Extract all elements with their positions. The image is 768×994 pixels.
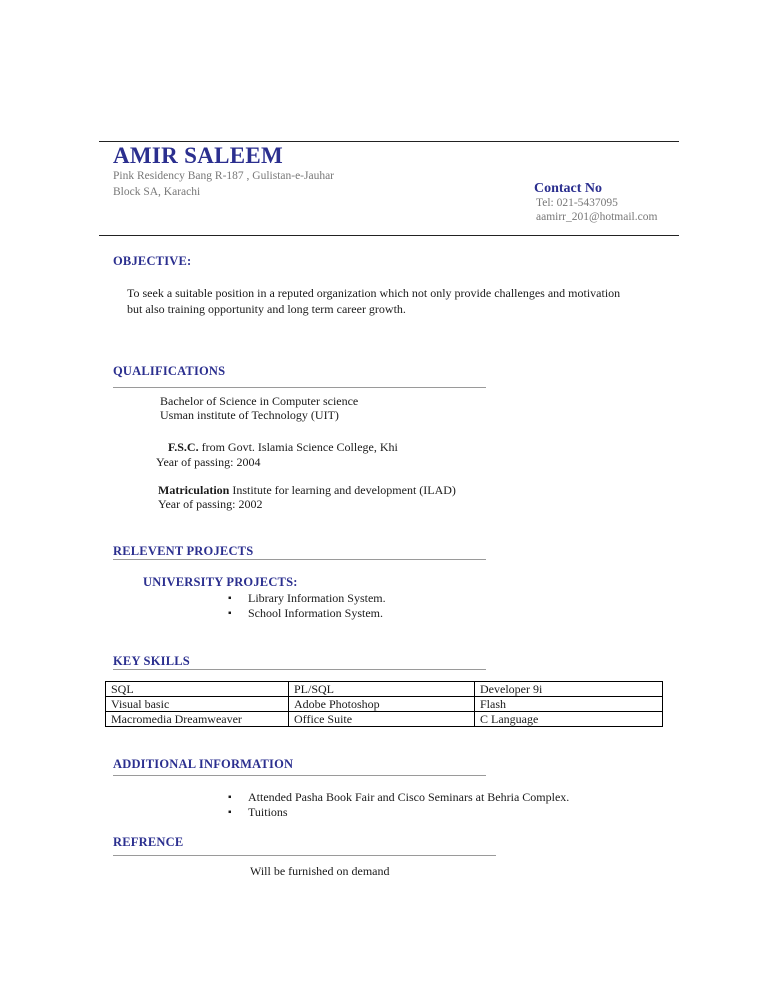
objective-line-2: but also training opportunity and long term career growth. [127, 302, 406, 316]
university-text: Usman institute of Technology (UIT) [160, 408, 339, 422]
table-row [106, 712, 663, 727]
additional-rule [113, 775, 486, 776]
address-line-2: Block SA, Karachi [113, 186, 201, 198]
skills-rule [113, 669, 486, 670]
reference-rule [113, 855, 496, 856]
table-cell: SQL [106, 682, 289, 697]
projects-heading: RELEVENT PROJECTS [113, 544, 254, 558]
university-projects-subheading: UNIVERSITY PROJECTS: [143, 575, 298, 589]
additional-list [228, 790, 569, 820]
fsc-year: Year of passing: 2004 [156, 455, 261, 469]
contact-email[interactable]: aamirr_201@hotmail.com [536, 211, 658, 223]
list-item: ▪ Tuitions [228, 805, 569, 820]
skills-heading: KEY SKILLS [113, 654, 190, 668]
objective-heading: OBJECTIVE: [113, 254, 192, 268]
matric-detail: Institute for learning and development (ILAD) [229, 483, 456, 497]
list-item: ▪ Attended Pasha Book Fair and Cisco Seminars at Behria Complex. [228, 790, 569, 805]
qualifications-heading: QUALIFICATIONS [113, 364, 226, 378]
degree-text: Bachelor of Science in Computer science [160, 394, 359, 408]
table-cell: Adobe Photoshop [289, 697, 475, 712]
contact-title: Contact No [534, 181, 603, 196]
qualifications-rule [113, 387, 486, 388]
fsc-detail: from Govt. Islamia Science College, Khi [198, 440, 398, 454]
reference-text: Will be furnished on demand [250, 864, 390, 878]
header-bottom-rule [99, 235, 679, 236]
additional-heading: ADDITIONAL INFORMATION [113, 757, 294, 771]
header-top-rule [99, 141, 679, 142]
matric-year: Year of passing: 2002 [158, 497, 263, 511]
list-item: ▪ Library Information System. [228, 591, 386, 606]
projects-rule [113, 559, 486, 560]
fsc-label: F.S.C. [168, 440, 199, 454]
projects-list [228, 591, 386, 621]
table-cell: PL/SQL [289, 682, 475, 697]
skills-table [105, 681, 663, 727]
matric-entry [158, 483, 456, 498]
table-cell: Developer 9i [475, 682, 663, 697]
address-line-1: Pink Residency Bang R-187 , Gulistan-e-Jauhar [113, 170, 335, 182]
table-cell: C Language [475, 712, 663, 727]
matric-label: Matriculation [158, 483, 230, 497]
table-cell: Macromedia Dreamweaver [106, 712, 289, 727]
table-cell: Office Suite [289, 712, 475, 727]
contact-phone: Tel: 021-5437095 [536, 197, 618, 209]
table-cell: Flash [475, 697, 663, 712]
list-item: ▪ School Information System. [228, 606, 386, 621]
table-row [106, 697, 663, 712]
table-cell: Visual basic [106, 697, 289, 712]
reference-heading: REFRENCE [113, 835, 184, 849]
fsc-entry [168, 440, 398, 455]
objective-line-1: To seek a suitable position in a reputed organization which not only provide challenges and motivation [127, 286, 621, 300]
candidate-name: AMIR SALEEM [113, 143, 284, 168]
objective-text [127, 285, 687, 317]
table-row [106, 682, 663, 697]
